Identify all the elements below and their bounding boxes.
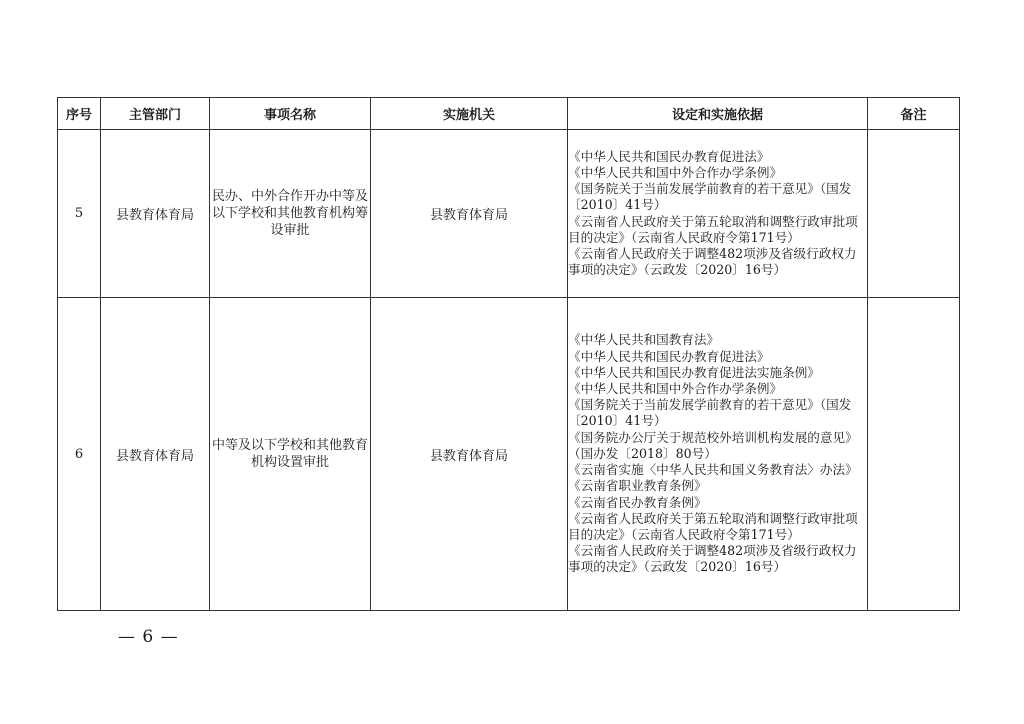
basis-line: 《云南省人民政府关于调整482项涉及省级行政权力事项的决定》（云政发〔2020〕16号）: [568, 543, 857, 575]
basis-line: 《云南省实施〈中华人民共和国义务教育法〉办法》: [568, 462, 858, 478]
basis-line: 《中华人民共和国民办教育促进法》: [568, 348, 770, 364]
basis-line: 《中华人民共和国教育法》: [568, 332, 720, 348]
basis-line: 《中华人民共和国中外合作办学条例》: [568, 164, 783, 180]
header-note: 备注: [868, 98, 960, 130]
row-note: [868, 298, 960, 611]
row-dept: 县教育体育局: [101, 130, 210, 298]
table-header-row: [58, 98, 960, 130]
basis-line: 《云南省人民政府关于调整482项涉及省级行政权力事项的决定》（云政发〔2020〕16号）: [568, 245, 857, 278]
basis-line: 《云南省人民政府关于第五轮取消和调整行政审批项目的决定》（云南省人民政府令第171号）: [568, 510, 858, 542]
header-agency: 实施机关: [371, 98, 568, 130]
basis-line: 《中华人民共和国中外合作办学条例》: [568, 381, 783, 397]
header-dept: 主管部门: [101, 98, 210, 130]
row-basis: [568, 298, 868, 611]
basis-line: 《中华人民共和国民办教育促进法》: [568, 148, 770, 164]
header-seq: 序号: [58, 98, 101, 130]
basis-line: 《云南省民办教育条例》: [568, 494, 707, 510]
row-basis: [568, 130, 868, 298]
basis-line: 《国务院办公厅关于规范校外培训机构发展的意见》（国办发〔2018〕80号）: [568, 429, 858, 461]
basis-line: 《国务院关于当前发展学前教育的若干意见》（国发〔2010〕41号）: [568, 397, 852, 429]
table-row: [58, 298, 960, 611]
basis-line: 《云南省职业教育条例》: [568, 478, 707, 494]
basis-line: 《国务院关于当前发展学前教育的若干意见》（国发〔2010〕41号）: [568, 181, 852, 213]
row-seq: 6: [58, 298, 101, 611]
basis-line: 《云南省人民政府关于第五轮取消和调整行政审批项目的决定》（云南省人民政府令第171号）: [568, 213, 858, 245]
row-agency: 县教育体育局: [371, 298, 568, 611]
row-item-name: 中等及以下学校和其他教育机构设置审批: [210, 298, 371, 611]
row-agency: 县教育体育局: [371, 130, 568, 298]
page-number: — 6 —: [118, 627, 179, 647]
row-item-name: 民办、中外合作开办中等及以下学校和其他教育机构筹设审批: [210, 130, 371, 298]
row-seq: 5: [58, 130, 101, 298]
row-dept: 县教育体育局: [101, 298, 210, 611]
approval-items-table: [57, 97, 960, 611]
basis-line: 《中华人民共和国民办教育促进法实施条例》: [568, 364, 820, 380]
row-note: [868, 130, 960, 298]
table-row: [58, 130, 960, 298]
header-basis: 设定和实施依据: [568, 98, 868, 130]
header-item: 事项名称: [210, 98, 371, 130]
